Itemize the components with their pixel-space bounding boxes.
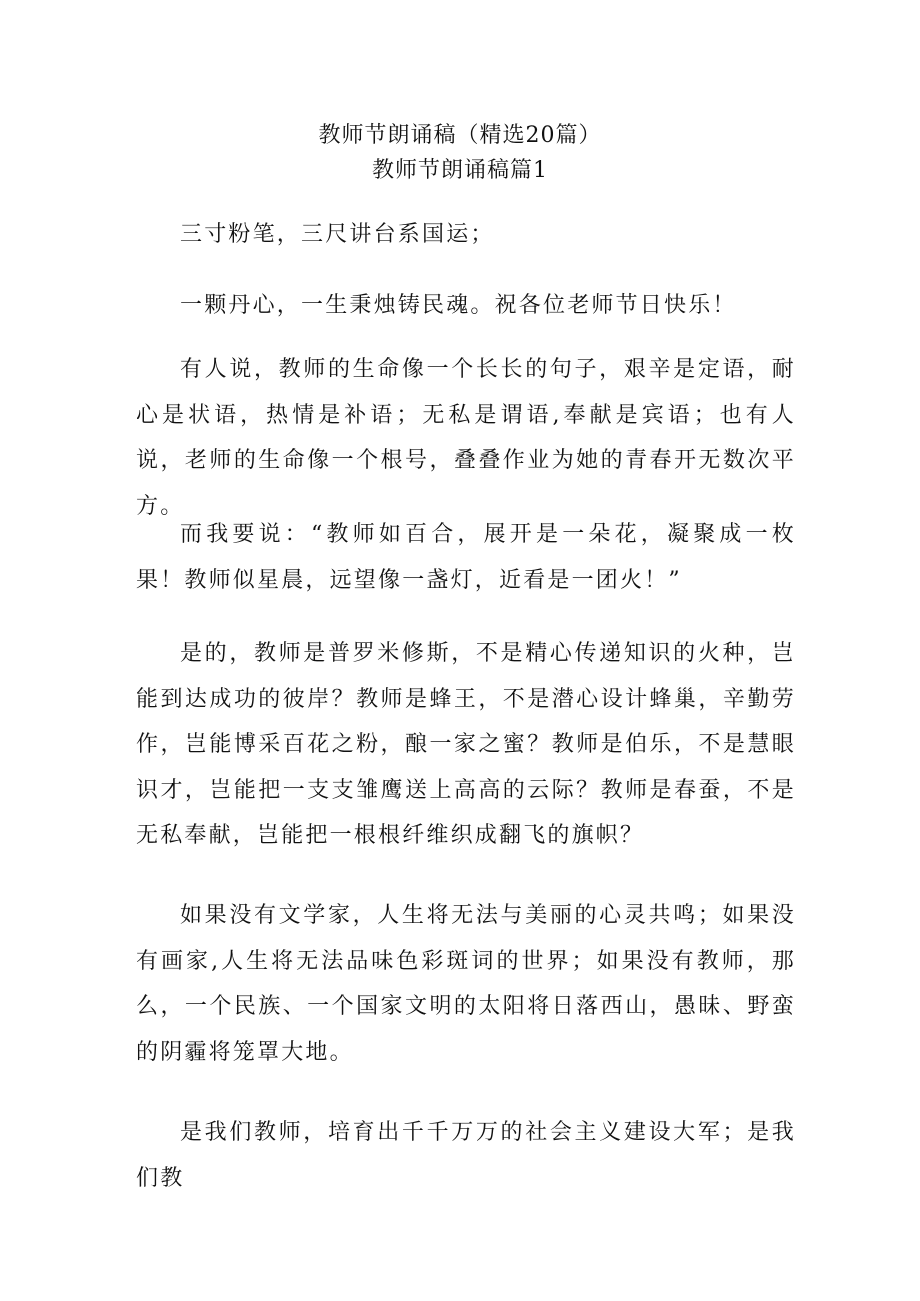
paragraph: 有人说，教师的生命像一个长长的句子，艰辛是定语，耐心是状语，热情是补语；无私是谓语,奉献是宾语；也有人说，老师的生命像一个根号，叠叠作业为她的青春开无数次平方。 bbox=[136, 357, 796, 519]
paragraph: 是我们教师，培育出千千万万的社会主义建设大军；是我们教 bbox=[136, 1120, 796, 1191]
section-heading: 教师节朗诵稿篇1 bbox=[372, 158, 548, 183]
paragraph: 是的，教师是普罗米修斯，不是精心传递知识的火种，岂能到达成功的彼岸？教师是蜂王，不是潜心设计蜂巢，辛勤劳作，岂能博采百花之粉，酿一家之蜜？教师是伯乐，不是慧眼识才，岂能把一支支雏鹰送上高高的云际？教师是春蚕，不是无私奉献，岂能把一根根纤维织成翻飞的旗帜？ bbox=[136, 641, 796, 848]
paragraph: 而我要说：“教师如百合，展开是一朵花，凝聚成一枚果！教师似星晨，远望像一盏灯，近看是一团火！” bbox=[136, 522, 796, 593]
paragraph: 三寸粉笔，三尺讲台系国运； bbox=[180, 222, 495, 247]
paragraph: 一颗丹心，一生秉烛铸民魂。祝各位老师节日快乐！ bbox=[180, 293, 737, 318]
paragraph: 如果没有文学家，人生将无法与美丽的心灵共鸣；如果没有画家,人生将无法品味色彩斑词的世界；如果没有教师，那么，一个民族、一个国家文明的太阳将日落西山，愚昧、野蛮的阴霾将笼罩大地。 bbox=[136, 903, 796, 1065]
document-title: 教师节朗诵稿（精选20篇） bbox=[318, 123, 602, 148]
